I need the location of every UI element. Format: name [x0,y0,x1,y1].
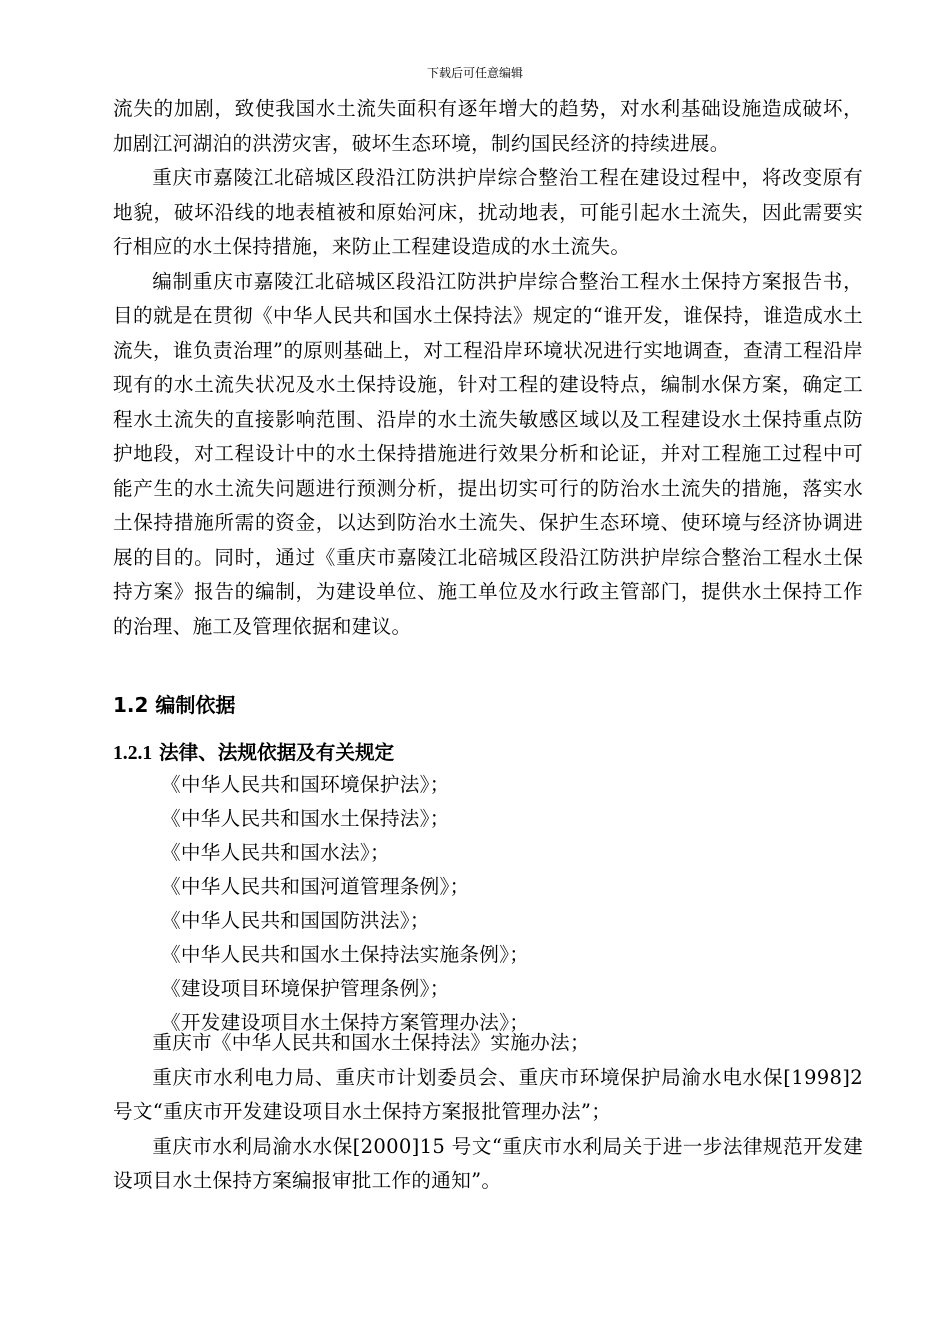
law-item: 《中华人民共和国环境保护法》； [161,773,450,796]
reference-item: 重庆市水利电力局、重庆市计划委员会、重庆市环境保护局渝水电水保[1998]2 号文“重庆市开发建设项目水土保持方案报批管理办法”； [113,1065,863,1123]
subsection-title: 法律、法规依据及有关规定 [159,741,395,764]
law-item: 《中华人民共和国河道管理条例》； [161,875,470,898]
law-item: 《中华人民共和国水法》； [161,841,390,864]
law-item: 《建设项目环境保护管理条例》； [161,977,450,1000]
subsection-heading [113,738,394,769]
page-header-note: 下载后可任意编辑 [426,66,523,80]
subsection-number: 1.2.1 [113,743,153,764]
body-text [113,92,863,644]
reference-item: 重庆市水利局渝水水保[2000]15 号文“重庆市水利局关于进一步法律规范开发建设项目水土保持方案编报审批工作的通知”。 [113,1134,863,1192]
section-heading: 1.2 编制依据 [113,693,236,717]
reference-list [113,1026,863,1199]
law-list [113,768,863,1040]
law-item: 《开发建设项目水土保持方案管理办法》； [161,1011,530,1034]
paragraph-report-purpose: 编制重庆市嘉陵江北碚城区段沿江防洪护岸综合整治工程水土保持方案报告书，目的就是在贯彻《中华人民共和国水土保持法》规定的“谁开发，谁保持，谁造成水土流失，谁负责治理”的原则基础上，对工程沿岸环境状况进行实地调查，查清工程沿岸现有的水土流失状况及水土保持设施，针对工程的建设特点，编制水保方案，确定工程水土流失的直接影响范围、沿岸的水土流失敏感区域以及工程建设水土保持重点防护地段，对工程设计中的水土保持措施进行效果分析和论证，并对工程施工过程中可能产生的水土流失问题进行预测分析，提出切实可行的防治水土流失的措施，落实水土保持措施所需的资金，以达到防治水土流失、保护生态环境、使环境与经济协调进展的目的。同时，通过《重庆市嘉陵江北碚城区段沿江防洪护岸综合整治工程水土保持方案》报告的编制，为建设单位、施工单位及水行政主管部门，提供水土保持工作的治理、施工及管理依据和建议。 [113,269,863,638]
paragraph-continuation: 流失的加剧，致使我国水土流失面积有逐年增大的趋势，对水利基础设施造成破坏，加剧江河湖泊的洪涝灾害，破坏生态环境，制约国民经济的持续进展。 [113,97,863,155]
law-item: 《中华人民共和国国防洪法》； [161,909,430,932]
paragraph-project-impact: 重庆市嘉陵江北碚城区段沿江防洪护岸综合整治工程在建设过程中，将改变原有地貌，破坏沿线的地表植被和原始河床，扰动地表，可能引起水土流失，因此需要实行相应的水土保持措施，来防止工程建设造成的水土流失。 [113,166,863,258]
law-item: 《中华人民共和国水土保持法》； [161,807,450,830]
law-item: 《中华人民共和国水土保持法实施条例》； [161,943,530,966]
reference-item: 重庆市《中华人民共和国水土保持法》实施办法； [152,1031,590,1054]
